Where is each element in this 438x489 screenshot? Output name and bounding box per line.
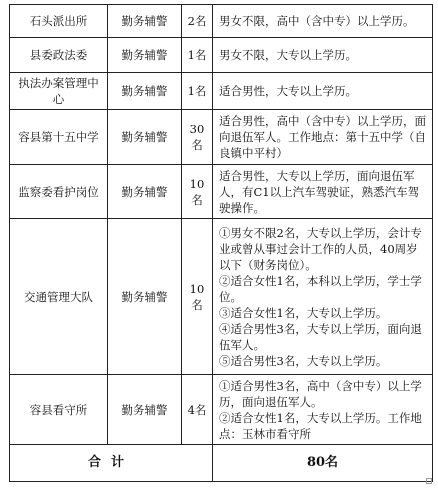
requirement-line: ⑤适合男性3名，大专以上学历。 [219,353,388,368]
requirement-line: ①男女不限2名，大专以上学历，会计专业或曾从事过会计工作的人员，40周岁以下（财务岗位）。 [219,225,422,272]
unit-cell: 容县看守所 [10,375,108,445]
requirement-line: 适合男性，大专以上学历，面向退伍军人，有C1以上汽车驾驶证，熟悉汽车驾驶操作。 [219,168,420,215]
recruitment-table [9,4,433,482]
table-row [10,110,433,165]
requirements-cell [213,219,433,375]
unit-cell: 石头派出所 [10,5,108,38]
count-cell: 10名 [182,219,213,375]
position-cell: 勤务辅警 [108,375,182,445]
recruitment-table-page [9,4,433,482]
corner-marker [426,478,432,484]
position-cell: 勤务辅警 [108,38,182,73]
table-row [10,5,433,38]
requirements-cell [213,375,433,445]
requirement-line: 适合男性，大专以上学历。 [219,84,357,98]
unit-cell: 执法办案管理中心 [10,73,108,110]
position-cell: 勤务辅警 [108,165,182,219]
requirement-line: ②适合女性1名，本科以上学历，学士学位。 [219,273,422,304]
count-cell: 1名 [182,38,213,73]
count-cell: 1名 [182,73,213,110]
count-cell: 4名 [182,375,213,445]
unit-cell: 县委政法委 [10,38,108,73]
table-row [10,165,433,219]
position-cell: 勤务辅警 [108,110,182,165]
requirement-line: 男女不限，大专以上学历。 [219,48,357,62]
table-row [10,219,433,375]
unit-cell: 交通管理大队 [10,219,108,375]
position-cell: 勤务辅警 [108,5,182,38]
count-cell: 10名 [182,165,213,219]
total-value: 80名 [213,445,433,482]
requirement-line: ③适合女性1名，大专以上学历。 [219,305,388,320]
requirements-cell [213,110,433,165]
requirements-cell [213,165,433,219]
position-cell: 勤务辅警 [108,219,182,375]
requirements-cell [213,38,433,73]
count-cell: 2名 [182,5,213,38]
requirement-line: ④适合男性3名，大专以上学历，面向退伍军人。 [219,321,422,352]
unit-cell: 容县第十五中学 [10,110,108,165]
count-cell: 30名 [182,110,213,165]
requirements-cell [213,73,433,110]
requirement-line: 适合男性，高中（含中专）以上学历，面向退伍军人。工作地点：第十五中学（自良镇中平村） [219,114,426,160]
total-row [10,445,433,482]
unit-cell: 监察委看护岗位 [10,165,108,219]
table-row [10,38,433,73]
total-label: 合计 [10,445,213,482]
table-row [10,73,433,110]
requirements-cell [213,5,433,38]
table-row [10,375,433,445]
requirement-line: ②适合女性1名，大专以上学历。工作地点：玉林市看守所 [219,410,422,441]
requirement-line: 男女不限，高中（含中专）以上学历。 [219,14,415,28]
position-cell: 勤务辅警 [108,73,182,110]
requirement-line: ①适合男性3名，高中（含中专）以上学历，面向退伍军人。 [219,378,422,409]
